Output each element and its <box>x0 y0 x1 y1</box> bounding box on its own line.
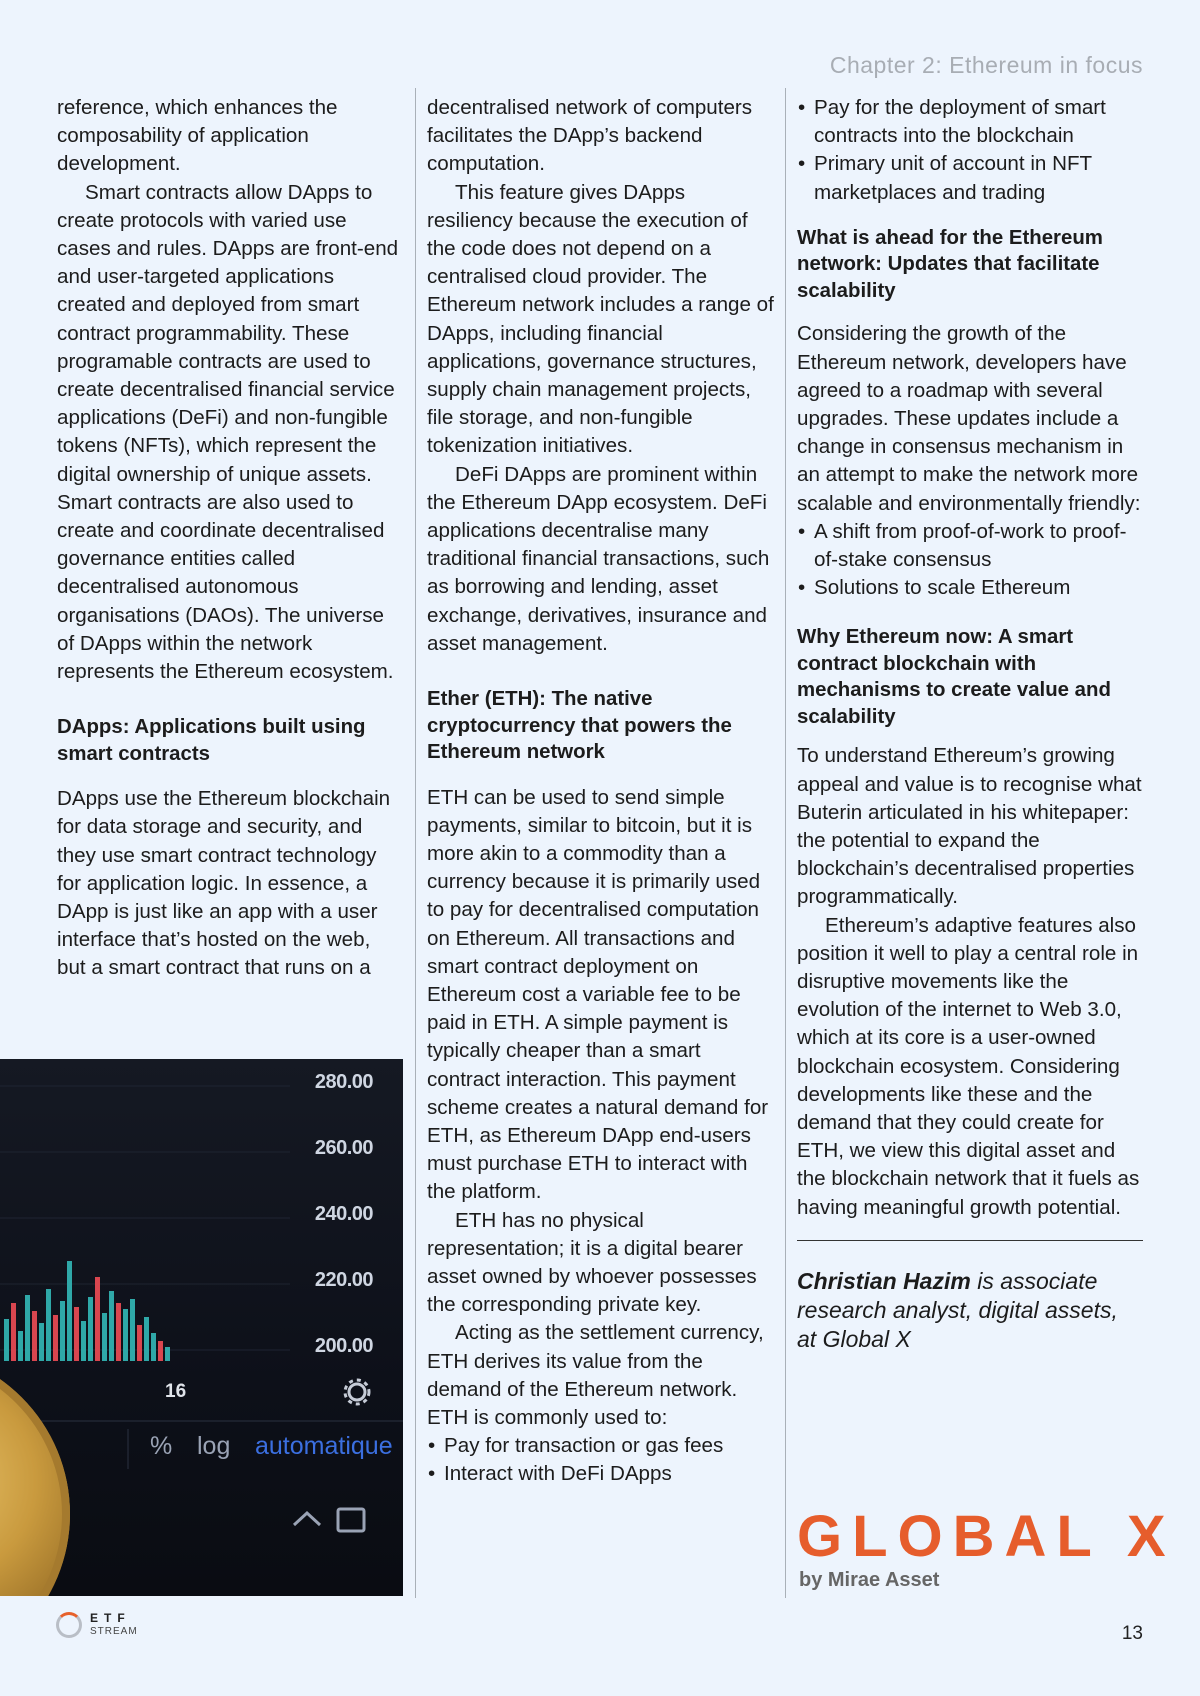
list-item: • Pay for transaction or gas fees <box>427 1432 775 1460</box>
section-heading: DApps: Applications built using smart contracts <box>57 716 366 765</box>
y-axis-label: 280.00 <box>314 1071 373 1093</box>
bullet-list <box>797 518 1143 603</box>
list-item: • Primary unit of account in NFT marketplaces and trading <box>797 150 1143 206</box>
list-item: • Solutions to scale Ethereum <box>797 574 1143 602</box>
volume-bar <box>74 1307 79 1361</box>
gear-icon <box>342 1377 372 1407</box>
volume-bar <box>102 1313 107 1361</box>
paragraph: To understand Ethereum’s growing appeal and value is to recognise what Buterin articulated in his whitepaper: the potential to expand the blockchain’s decentralised properties programmatically. <box>797 744 1142 909</box>
x-axis-label: 16 <box>165 1381 187 1402</box>
etf-stream-logo-top: ETF <box>90 1611 131 1625</box>
volume-bar <box>39 1323 44 1361</box>
volume-bar <box>130 1299 135 1361</box>
volume-bar <box>151 1333 156 1361</box>
column-2 <box>427 94 775 1489</box>
volume-bar <box>11 1303 16 1361</box>
volume-bar <box>81 1321 86 1361</box>
column-1 <box>57 94 403 983</box>
volume-bar <box>53 1315 58 1361</box>
chart-controls <box>290 1499 370 1539</box>
section-heading: Why Ethereum now: A smart contract blockchain with mechanisms to create value and scalability <box>797 626 1111 728</box>
paragraph: DApps use the Ethereum blockchain for data storage and security, and they use smart contract technology for application logic. In essence, a DApp is just like an app with a user interface that’s hosted on the web, but a smart contract that runs on a <box>57 787 391 980</box>
paragraph: Considering the growth of the Ethereum network, developers have agreed to a roadmap with several upgrades. These updates include a change in consensus mechanism in an attempt to make the network more scalable and environmentally friendly: <box>797 322 1141 515</box>
y-axis-label: 240.00 <box>314 1203 373 1225</box>
page-number: 13 <box>1121 1623 1143 1644</box>
volume-bar <box>67 1261 72 1361</box>
log-toggle: log <box>197 1432 231 1460</box>
column-divider-1 <box>415 88 416 1598</box>
list-item: • A shift from proof-of-work to proof-of-stake consensus <box>797 518 1143 574</box>
paragraph: ETH has no physical representation; it is a digital bearer asset owned by whoever possesses the corresponding private key. <box>427 1208 757 1317</box>
volume-bar <box>18 1331 23 1361</box>
y-axis-label: 200.00 <box>314 1335 373 1357</box>
paragraph: reference, which enhances the composability of application development. <box>57 96 338 176</box>
volume-bar <box>165 1347 170 1361</box>
column-3 <box>797 94 1143 1354</box>
author-name: Christian Hazim <box>797 1267 971 1294</box>
volume-bar <box>88 1297 93 1361</box>
section-heading: Ether (ETH): The native cryptocurrency that powers the Ethereum network <box>427 688 732 764</box>
volume-bars <box>4 1261 170 1361</box>
volume-bar <box>4 1319 9 1361</box>
volume-bar <box>60 1301 65 1361</box>
chapter-title: Chapter 2: Ethereum in focus <box>829 52 1143 78</box>
chevron-up-icon <box>294 1513 320 1525</box>
etf-stream-ring-icon <box>56 1612 82 1638</box>
percent-toggle: % <box>150 1432 173 1460</box>
volume-bar <box>137 1325 142 1361</box>
list-item: • Pay for the deployment of smart contracts into the blockchain <box>797 94 1143 150</box>
list-item: • Interact with DeFi DApps <box>427 1460 775 1488</box>
divider <box>797 1240 1143 1241</box>
paragraph: ETH can be used to send simple payments, similar to bitcoin, but it is more akin to a commodity than a currency because it is primarily used to pay for decentralised computation on Ethereum. All transactions and smart contract deployment on Ethereum cost a variable fee to be paid in ETH. A simple payment is typically cheaper than a smart contract interaction. This payment scheme creates a natural demand for ETH, as Ethereum DApp end-users must purchase ETH to interact with the platform. <box>427 785 769 1204</box>
global-x-wordmark: GLOBAL X <box>797 1504 1176 1569</box>
trading-chart-photo <box>0 1059 403 1596</box>
bullet-list <box>427 1432 775 1488</box>
paragraph: This feature gives DApps resiliency because the execution of the code does not depend on a centralised cloud provider. The Ethereum network includes a range of DApps, including financial applications, governance structures, supply chain management projects, file storage, and non-fungible tokenization initiatives. <box>427 180 774 458</box>
etf-stream-logo-bottom: STREAM <box>90 1626 138 1637</box>
chart-toolbar <box>0 1432 403 1472</box>
volume-bar <box>123 1309 128 1361</box>
volume-bar <box>46 1289 51 1361</box>
y-axis-label: 220.00 <box>314 1269 373 1291</box>
volume-bar <box>144 1317 149 1361</box>
global-x-logo <box>797 1504 1176 1592</box>
section-heading: What is ahead for the Ethereum network: Updates that facilitate scalability <box>797 226 1103 302</box>
window-icon <box>338 1509 364 1531</box>
paragraph: Smart contracts allow DApps to create protocols with varied use cases and rules. DApps are front-end and user-targeted applications created and deployed from smart contract programmability. These programable contracts are used to create decentralised financial service applications (DeFi) and non-fungible tokens (NFTs), which represent the digital ownership of unique assets. Smart contracts are also used to create and coordinate decentralised governance entities called decentralised autonomous organisations (DAOs). The universe of DApps within the network represents the Ethereum ecosystem. <box>57 180 399 684</box>
volume-bar <box>32 1311 37 1361</box>
auto-scale-toggle: automatique <box>255 1432 393 1460</box>
volume-bar <box>109 1291 114 1361</box>
paragraph: Ethereum’s adaptive features also position it well to play a central role in disruptive movements like the evolution of the internet to Web 3.0, which at its core is a user-owned blockchain ecosystem. Considering developments like these and the demand that they could create for ETH, we view this digital asset and the blockchain network that it fuels as having meaningful growth potential. <box>797 913 1140 1219</box>
grid-lines <box>0 1086 290 1350</box>
volume-bar <box>158 1341 163 1361</box>
paragraph: decentralised network of computers facilitates the DApp’s backend computation. <box>427 96 753 176</box>
volume-bar <box>25 1295 30 1361</box>
author-role: is associate research analyst, digital assets, at Global X <box>797 1267 1118 1352</box>
y-axis-label: 260.00 <box>314 1137 373 1159</box>
global-x-tagline: by Mirae Asset <box>799 1569 940 1591</box>
paragraph: DeFi DApps are prominent within the Ethereum DApp ecosystem. DeFi applications decentralise many traditional financial transactions, such as borrowing and lending, asset exchange, derivatives, insurance and asset management. <box>427 462 770 655</box>
author-bio <box>797 1267 1143 1354</box>
column-divider-2 <box>785 88 786 1598</box>
volume-bar <box>95 1277 100 1361</box>
bullet-list <box>797 94 1143 207</box>
volume-bar <box>116 1303 121 1361</box>
paragraph: Acting as the settlement currency, ETH derives its value from the demand of the Ethereum network. ETH is commonly used to: <box>427 1321 764 1430</box>
